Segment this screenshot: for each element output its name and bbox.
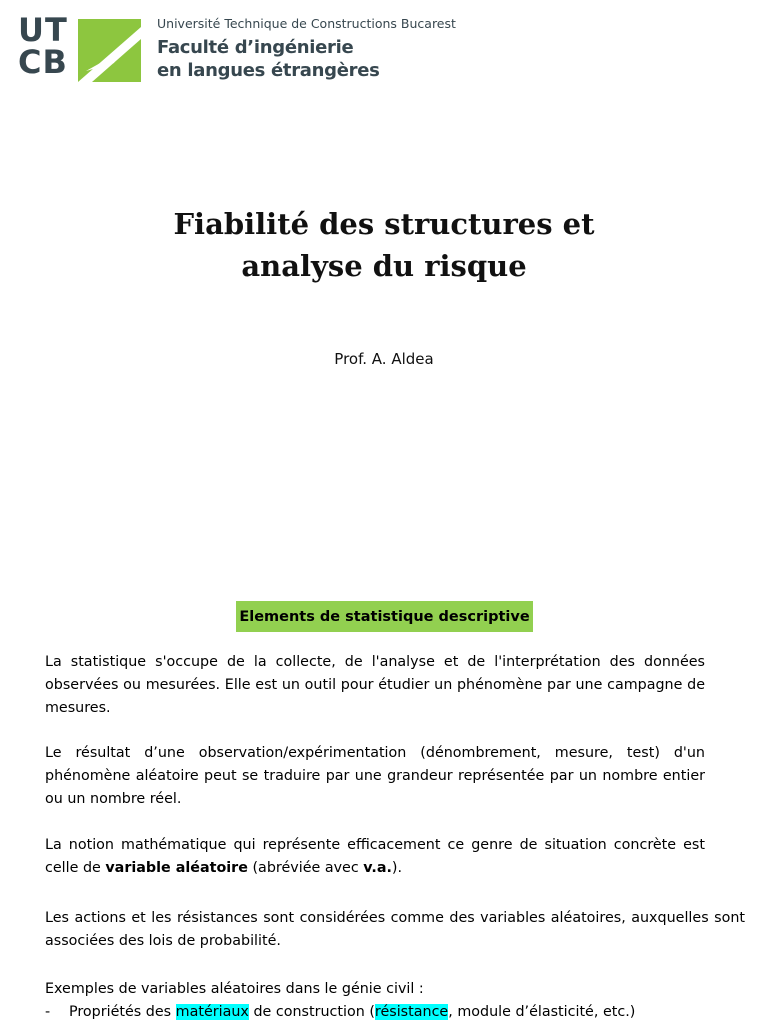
faculty-name-line1: Faculté d’ingénierie xyxy=(157,37,354,58)
paragraph-3-text-a: La notion mathématique qui représente efficacement ce genre de situation concrète est celle de xyxy=(45,837,705,876)
list-item-text-a: Propriétés des xyxy=(69,1004,176,1020)
utcb-logo-icon xyxy=(78,19,141,82)
paragraph-5: Exemples de variables aléatoires dans le génie civil : xyxy=(45,981,424,997)
highlight-resistance: résistance xyxy=(374,1004,449,1020)
list-item xyxy=(45,1001,635,1024)
author-name: Prof. A. Aldea xyxy=(334,350,434,368)
list-dash: - xyxy=(45,1004,51,1020)
paragraph-4: Les actions et les résistances sont considérées comme des variables aléatoires, auxquelles sont associées des lois de probabilité. xyxy=(45,910,745,949)
paragraph-1: La statistique s'occupe de la collecte, de l'analyse et de l'interprétation des données observées ou mesurées. Elle est un outil pour étudier un phénomène par une campagne de mesures. xyxy=(45,654,705,716)
logo-text-top: UT xyxy=(18,11,68,49)
faculty-name-line2: en langues étrangères xyxy=(157,60,380,81)
document-title xyxy=(0,203,768,287)
title-line1: Fiabilité des structures et xyxy=(173,207,595,241)
highlight-materiaux: matériaux xyxy=(175,1004,249,1020)
paragraph-3-text-b: (abréviée avec xyxy=(247,860,364,876)
term-va-abbrev: v.a. xyxy=(363,860,392,876)
section-heading xyxy=(236,601,533,632)
logo-text-bottom: CB xyxy=(18,43,68,81)
section-heading-text: Elements de statistique descriptive xyxy=(239,608,530,625)
title-line2: analyse du risque xyxy=(241,249,527,283)
faculty-name xyxy=(157,36,380,82)
list-item-text-c: , module d’élasticité, etc.) xyxy=(448,1004,636,1020)
utcb-logo-letters xyxy=(18,11,74,81)
paragraph-3-text-c: ). xyxy=(391,860,403,876)
faculty-header xyxy=(18,11,458,90)
paragraph-2: Le résultat d’une observation/expérimentation (dénombrement, mesure, test) d'un phénomène aléatoire peut se traduire par une grandeur représentée par un nombre entier ou un nombre réel. xyxy=(45,745,705,807)
paragraph-3 xyxy=(45,834,705,880)
list-item-text-b: de construction ( xyxy=(248,1004,375,1020)
term-variable-aleatoire: variable aléatoire xyxy=(105,860,248,876)
university-name: Université Technique de Constructions Bucarest xyxy=(157,16,456,31)
